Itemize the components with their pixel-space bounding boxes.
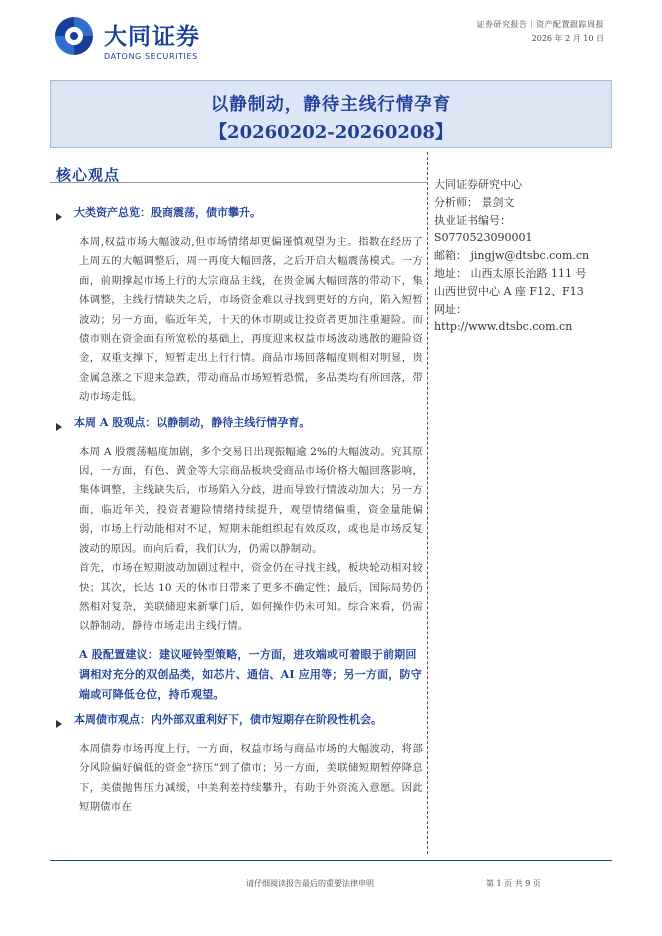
point-heading	[56, 414, 423, 436]
analyst-info-panel	[434, 176, 614, 336]
datong-logo-icon	[52, 14, 96, 58]
email-line: 邮箱： jingjw@dtsbc.com.cn	[434, 249, 590, 263]
brand-name-en: DATONG SECURITIES	[104, 52, 198, 61]
point-2-body-1: 本周 A 股震荡幅度加剧，多个交易日出现振幅逾 2%的大幅波动。究其原因，一方面，有色、黄金等大宗商品板块受商品市场价格大幅回落影响，集体调整，主线缺失后，市场陷入分歧，进而导致行情波动加大；另一方面，临近年关，投资者避险情绪持续提升，观望情绪偏重，资金量能偏弱，市场上行动能相对不足，短期未能组织起有效反攻，或也是市场反复波动的原因。而向后看，我们认为，仍需以静制动。	[79, 445, 423, 555]
section-divider	[50, 182, 427, 183]
point-1-body: 本周,权益市场大幅波动,但市场情绪却更偏谨慎观望为主。指数在经历了上周五的大幅调整后，周一再度大幅回落，之后开启大幅震荡模式。一方面，前期撑起市场上行的大宗商品主线，在贵金属大幅回落的带动下，集体调整，主线行情缺失之后，市场资金难以寻找到更好的方向，陷入短暂波动；另一方面，临近年关，十天的休市期或让投资者更加注重避险。而债市则在资金面有所宽松的基础上，再度迎来权益市场波动逃散的避险资金，双重支撑下，短暂走出上行行情。商品市场回落幅度则相对明显，贵金属急涨之下迎来急跌，带动商品市场短暂恐慌，多品类均有所回落，带动市场走低。	[79, 236, 423, 404]
website-url: http://www.dtsbc.com.cn	[434, 320, 573, 334]
a-share-advice: A 股配置建议：建议哑铃型策略，一方面，进攻端或可着眼于前期回调相对充分的双创品类，如芯片、通信、AI 应用等；另一方面，防守端或可降低仓位，持币观望。	[79, 647, 422, 701]
legal-disclaimer: 请仔细阅读报告最后的重要法律申明	[246, 879, 374, 888]
section-title: 核心观点	[56, 166, 121, 184]
website-label: 网址：	[434, 302, 467, 316]
report-date-range: 【20260202-20260208】	[209, 122, 453, 143]
title-banner	[50, 80, 612, 148]
point-1-heading: 大类资产总览：股商震荡，债市攀升。	[74, 206, 261, 219]
address-line-1: 地址： 山西太原长治路 111 号	[434, 266, 587, 280]
brand-name-cn: 大同证券	[104, 24, 200, 50]
footer-divider	[50, 860, 612, 861]
bullet-arrow-icon	[56, 711, 74, 733]
core-views-content	[56, 204, 423, 817]
bullet-arrow-icon	[56, 414, 74, 436]
point-heading	[56, 204, 423, 226]
point-heading	[56, 711, 423, 733]
report-date: 2026 年 2 月 10 日	[531, 34, 604, 43]
report-type: 证券研究报告｜资产配置跟踪周报	[476, 20, 604, 29]
column-divider	[427, 152, 428, 854]
report-title: 以静制动，静待主线行情孕育	[210, 95, 452, 115]
analyst-name: 分析师： 景剑文	[434, 195, 515, 209]
bullet-arrow-icon	[56, 204, 74, 226]
license-number: S0770523090001	[434, 231, 533, 245]
point-2-heading: 本周 A 股观点：以静制动，静待主线行情孕育。	[74, 415, 311, 429]
license-label: 执业证书编号：	[434, 213, 511, 227]
point-2-body-2: 首先，市场在短期波动加剧过程中，资金仍在寻找主线，板块轮动相对较快；其次，长达 10 天的休市日带来了更多不确定性；最后，国际局势仍然相对复杂，美联储迎来新掌门后，如何操作仍未可知。综合来看，仍需以静制动，静待市场走出主线行情。	[79, 562, 423, 633]
point-3-heading: 本周债市观点：内外部双重利好下，债市短期存在阶段性机会。	[74, 712, 382, 726]
address-line-2: 山西世贸中心 A 座 F12、F13	[434, 284, 584, 298]
page-number: 第 1 页 共 9 页	[486, 879, 541, 888]
point-3-body: 本周债券市场再度上行，一方面，权益市场与商品市场的大幅波动，将部分风险偏好偏低的资金“挤压”到了债市；另一方面，美联储短期暂停降息下，美债抛售压力减缓，中美利差持续攀升，有助于外资流入意愿。因此短期债市在	[79, 742, 423, 813]
research-center: 大同证券研究中心	[434, 178, 522, 191]
